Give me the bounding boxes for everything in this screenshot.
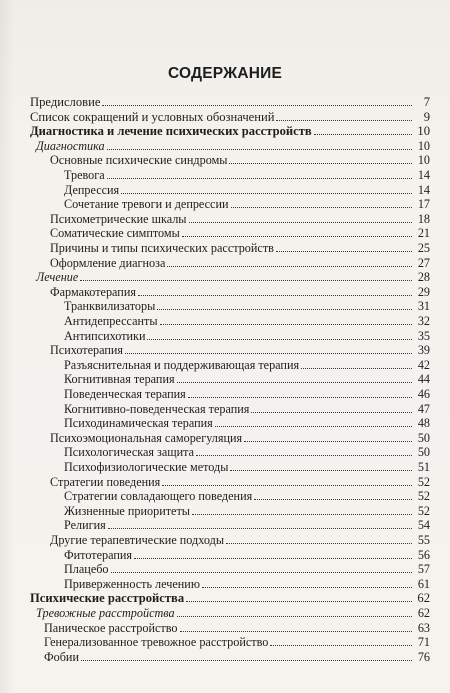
toc-entry-title: Причины и типы психических расстройств [50, 241, 274, 255]
toc-entry-title: Психоэмоциональная саморегуляция [50, 430, 243, 445]
toc-leader-dots [192, 500, 412, 515]
toc-leader-dots [177, 602, 412, 617]
toc-page-number: 63 [417, 620, 430, 635]
toc-page-number: 44 [417, 372, 430, 387]
toc-page-number: 29 [417, 284, 430, 299]
toc-leader-dots [125, 339, 412, 354]
toc-page-number: 56 [417, 547, 430, 562]
toc-entry-title: Диагностика и лечение психических расстройств [30, 124, 312, 139]
toc-leader-dots [189, 208, 413, 223]
toc-entry-title: Лечение [36, 270, 79, 285]
toc-page-number: 14 [417, 168, 430, 182]
toc-entry-title: Предисловие [30, 95, 101, 109]
toc-page-number: 71 [417, 635, 430, 650]
toc-entry-title: Генерализованное тревожное расстройство [44, 635, 269, 650]
toc-leader-dots [107, 135, 412, 150]
toc-entry-title: Антидепрессанты [64, 314, 158, 328]
toc-leader-dots [107, 164, 412, 179]
toc-entry-title: Психофизиологические методы [64, 460, 229, 474]
toc-leader-dots [147, 325, 412, 340]
toc-leader-dots [244, 427, 412, 442]
toc-page-number: 17 [417, 197, 430, 212]
toc-entry-title: Психотерапия [50, 343, 124, 358]
toc-entry-title: Оформление диагноза [50, 255, 166, 270]
toc-page-number: 27 [417, 255, 430, 270]
toc-page-number: 48 [417, 416, 430, 431]
toc-entry-title: Приверженность лечению [64, 576, 200, 591]
toc-entry-title: Когнитивно-поведенческая терапия [64, 401, 250, 416]
toc-page-number: 52 [417, 489, 430, 504]
toc-page-number: 57 [417, 562, 430, 577]
toc-leader-dots [270, 631, 412, 646]
toc-page-number: 35 [417, 328, 430, 343]
toc-entry-title: Стратегии поведения [50, 474, 161, 489]
toc-page-number: 76 [417, 649, 430, 664]
toc-page-number: 51 [417, 460, 430, 474]
toc-leader-dots [314, 120, 412, 135]
toc-entry-title: Тревога [64, 168, 105, 182]
toc-entry-title: Соматические симптомы [50, 226, 180, 241]
toc-page-number: 55 [417, 533, 430, 547]
toc-page-number: 61 [417, 576, 430, 591]
toc-leader-dots [188, 383, 412, 398]
toc-entry-title: Религия [64, 518, 106, 533]
toc-page-number: 39 [417, 343, 430, 358]
toc-page-number: 18 [417, 211, 430, 226]
toc-leader-dots [162, 471, 412, 486]
toc-leader-dots [202, 573, 412, 588]
toc-leader-dots [215, 412, 412, 427]
toc-entry-title: Транквилизаторы [64, 299, 156, 314]
toc-entry-title: Психические расстройства [30, 591, 185, 606]
toc-entry-title: Фармакотерапия [50, 284, 136, 299]
toc-page-number: 9 [423, 109, 430, 124]
toc-page-number: 21 [417, 226, 430, 241]
toc-entry-title: Поведенческая терапия [64, 387, 186, 401]
page-title: СОДЕРЖАНИЕ [167, 65, 283, 82]
toc-page-number: 46 [417, 387, 430, 401]
toc-leader-dots [251, 398, 412, 413]
toc-leader-dots [81, 646, 412, 661]
toc-page-number: 42 [417, 357, 430, 372]
toc-leader-dots [230, 456, 412, 471]
toc-entry-title: Стратегии совладающего поведения [64, 489, 253, 504]
toc-page-number: 62 [417, 591, 430, 606]
toc-page-number: 50 [417, 445, 430, 460]
toc-leader-dots [226, 529, 412, 544]
toc-entry-title: Разъяснительная и поддерживающая терапия [64, 357, 300, 372]
toc-leader-dots [134, 544, 412, 559]
toc-leader-dots [180, 617, 412, 632]
toc-leader-dots [276, 106, 412, 121]
toc-page-number: 54 [417, 518, 430, 533]
toc-entry-title: Диагностика [36, 138, 105, 153]
toc-entry-title: Антипсихотики [64, 328, 146, 343]
toc-leader-dots [301, 354, 412, 369]
toc-page-number: 52 [417, 503, 430, 518]
toc-leader-dots [276, 237, 412, 252]
toc-page-number: 32 [417, 314, 430, 328]
toc-page-number: 50 [417, 430, 430, 445]
toc-leader-dots [80, 266, 412, 281]
toc-leader-dots [196, 441, 412, 456]
toc-page-number: 14 [417, 182, 430, 197]
toc-entry-title: Психометрические шкалы [50, 211, 187, 226]
page-gutter-shadow [0, 0, 14, 693]
toc-leader-dots [108, 514, 412, 529]
toc-entry-title: Список сокращений и условных обозначений [30, 109, 275, 124]
toc-entry-title: Основные психические синдромы [50, 153, 228, 168]
toc-page-number: 7 [423, 95, 430, 109]
toc-leader-dots [177, 368, 412, 383]
toc-leader-dots [231, 193, 412, 208]
toc-entry-title: Психодинамическая терапия [64, 416, 213, 431]
toc-page-number: 62 [417, 606, 430, 620]
toc-page-number: 10 [417, 138, 430, 153]
toc-leader-dots [121, 179, 412, 194]
toc-leader-dots [157, 295, 412, 310]
toc-entry-title: Когнитивная терапия [64, 372, 175, 387]
toc-leader-dots [102, 91, 412, 106]
toc-leader-dots [182, 222, 412, 237]
toc-entry-title: Фитотерапия [64, 547, 132, 562]
toc-leader-dots [229, 149, 412, 164]
toc-entry-title: Тревожные расстройства [36, 606, 175, 620]
toc-entry-title: Сочетание тревоги и депрессии [64, 197, 229, 212]
toc-page-number: 28 [417, 270, 430, 285]
toc-entry-title: Фобии [44, 649, 79, 664]
toc-entry-title: Психологическая защита [64, 445, 195, 460]
toc-leader-dots [111, 558, 412, 573]
toc-leader-dots [160, 310, 412, 325]
toc-page-number: 10 [417, 124, 430, 139]
toc-entry-title: Паническое расстройство [44, 620, 178, 635]
toc-leader-dots [254, 485, 412, 500]
toc-leader-dots [138, 281, 412, 296]
toc-entry-title: Другие терапевтические подходы [50, 533, 225, 547]
toc-entry-title: Плацебо [64, 562, 109, 577]
toc-entry-title: Депрессия [64, 182, 120, 197]
toc-leader-dots [186, 587, 412, 602]
toc-page-number: 25 [417, 241, 430, 255]
toc-page-number: 47 [417, 401, 430, 416]
toc-entry-title: Жизненные приоритеты [64, 503, 190, 518]
toc-entry [44, 650, 430, 664]
toc-leader-dots [167, 252, 412, 267]
toc-page-number: 31 [417, 299, 430, 314]
toc-page-number: 52 [417, 474, 430, 489]
toc-page-number: 10 [417, 153, 430, 168]
